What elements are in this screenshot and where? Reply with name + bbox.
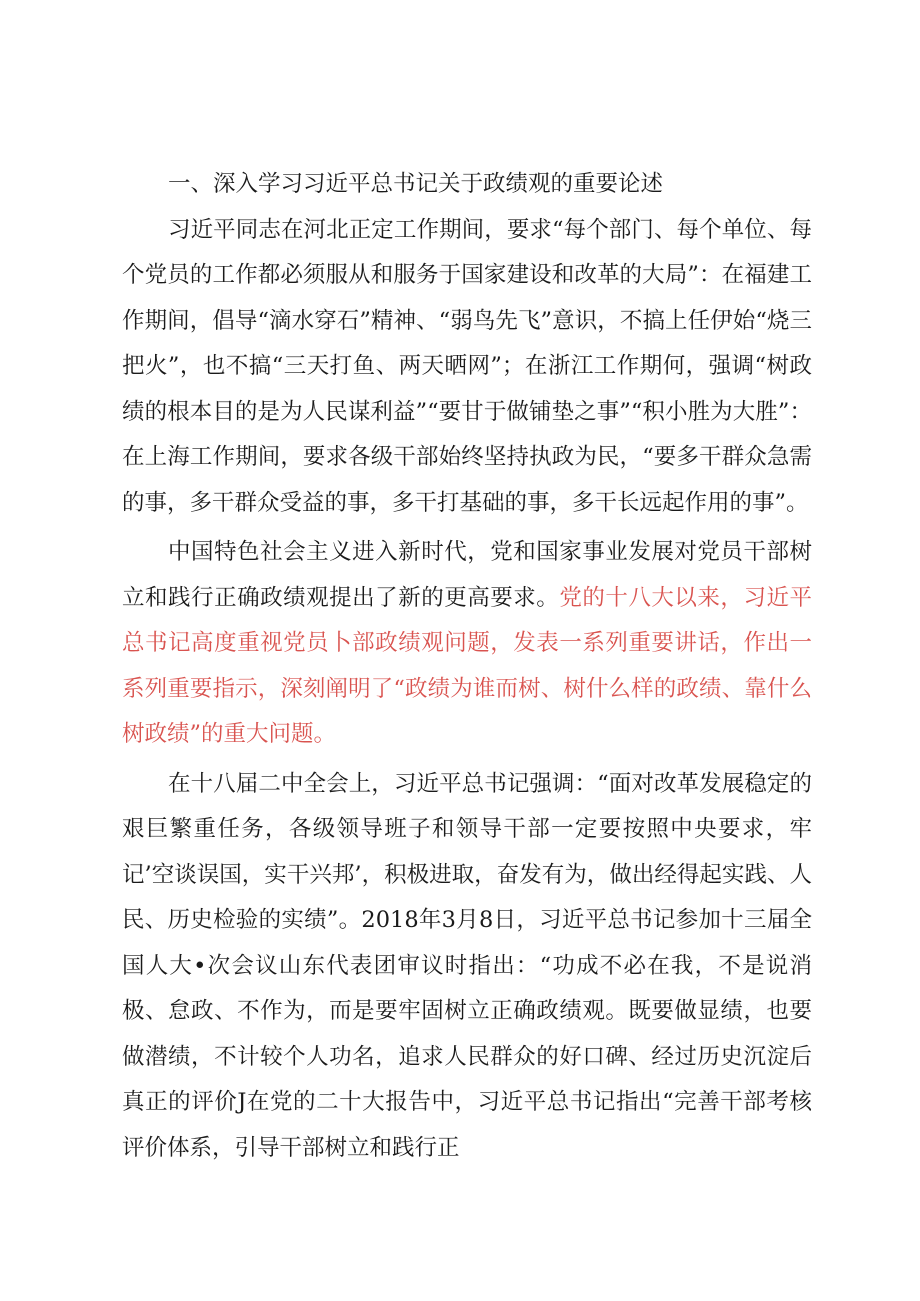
highlighted-text: 党的十八大以来，习近平总书记高度重视党员卜部政绩观问题，发表一系列重要讲话，作出一系列重要指示，深刻阐明了“政绩为谁而树、树什么样的政绩、靠什么树政绩”的重大问题。 [122, 584, 812, 747]
section-heading: 一、深入学习习近平总书记关于政绩观的重要论述 [168, 171, 664, 197]
paragraph-1: 习近平同志在河北正定工作期间，要求“每个部门、每个单位、每个党员的工作都必须服从和服务于国家建设和改革的大局”：在福建工作期间，倡导“滴水穿石”精神、“弱鸟先飞”意识，不搞上任伊始“烧三把火”，也不搞“三天打鱼、两天晒网”；在浙江工作期何，强调“树政绩的根本目的是为人民谋利益”“要甘于做铺垫之事”“积小胜为大胜”：在上海工作期间，要求各级干部始终坚持执政为民，“要多干群众急需的事，多干群众受益的事，多干打基础的事，多干长远起作用的事”。 [122, 216, 812, 516]
paragraph-2 [122, 530, 812, 758]
paragraph-3: 在十八届二中全会上，习近平总书记强调：“面对改革发展稳定的艰巨繁重任务，各级领导班子和领导干部一定要按照中央要求，牢记’空谈误国，实干兴邦’，积极进取，奋发有为，做出经得起实践、人民、历史检验的实绩”。2018年3月8日，习近平总书记参加十三届全国人大•次会议山东代表团审议时指出：“功成不必在我，不是说消极、怠政、不作为，而是要牢固树立正确政绩观。既要做显绩，也要做潜绩，不计较个人功名，追求人民群众的好口碑、经过历史沉淀后真正的评价J在党的二十大报告中，习近平总书记指出“完善干部考核评价体系，引导干部树立和践行正 [122, 770, 812, 1161]
paragraph-2-text: 中国特色社会主义进入新时代，党和国家事业发展对党员干部树立和践行正确政绩观提出了新的更高要求。 [122, 539, 812, 611]
document-body [122, 162, 812, 1171]
